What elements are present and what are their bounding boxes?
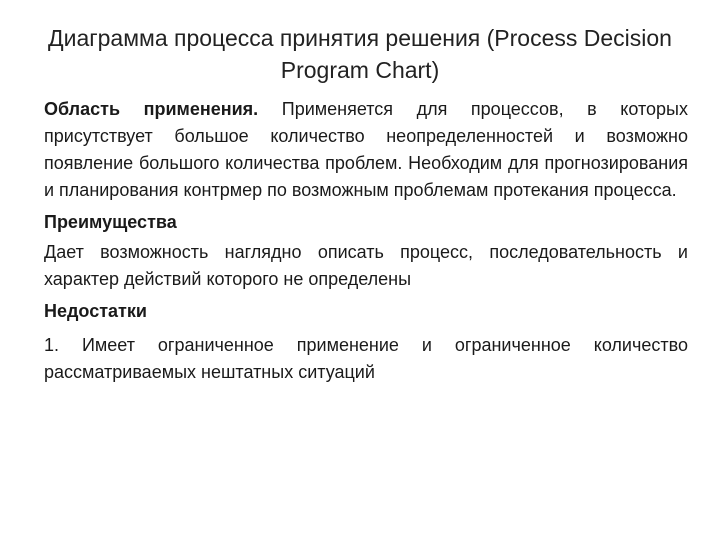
- disadvantages-item: 1. Имеет ограниченное применение и ограниченное количество рассматриваемых нештатных ситуаций: [44, 335, 688, 382]
- scope-paragraph: [44, 96, 688, 204]
- advantages-heading: Преимущества: [44, 212, 177, 232]
- slide-content: [44, 96, 688, 386]
- slide-title: Диаграмма процесса принятия решения (Process Decision Program Chart): [48, 25, 672, 83]
- scope-heading: Область применения.: [44, 99, 259, 119]
- advantages-text: Дает возможность наглядно описать процесс, последовательность и характер действий которого не определены: [44, 242, 688, 289]
- scope-text: Применяется для процессов, в которых присутствует большое количество неопределенностей и возможно появление большого количества проблем. Необходим для прогнозирования и планирования контрмер по возможным проблемам протекания процесса.: [44, 99, 688, 200]
- disadvantages-heading: Недостатки: [44, 301, 147, 321]
